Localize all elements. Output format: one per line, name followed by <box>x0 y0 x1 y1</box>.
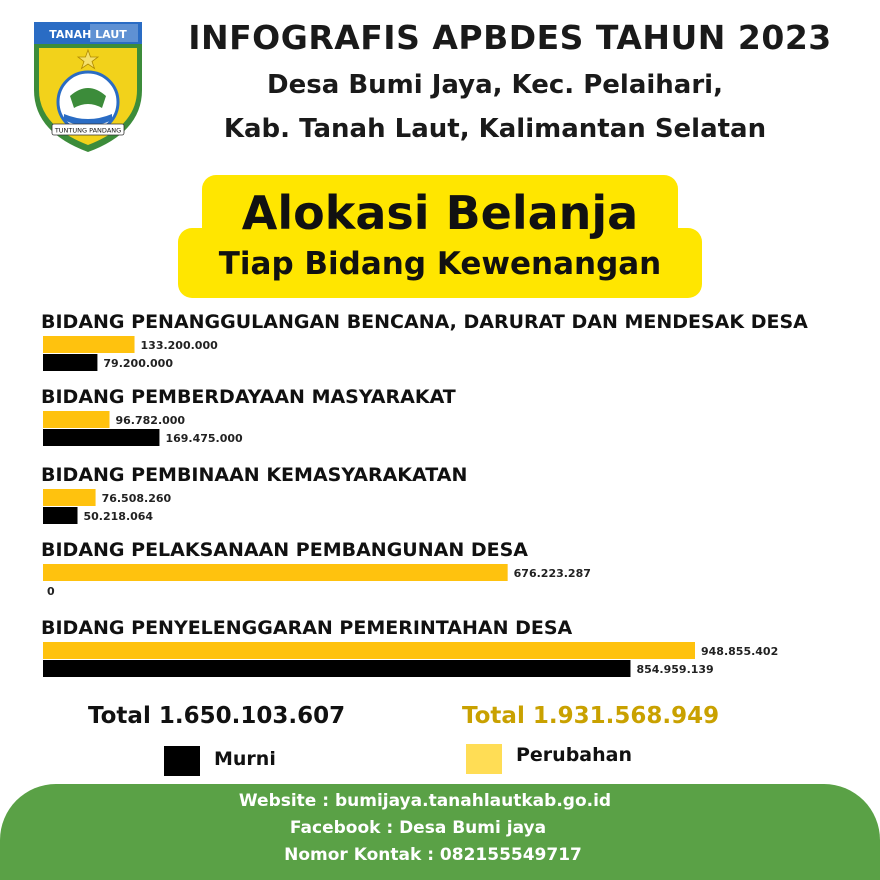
subtitle-line-1: Desa Bumi Jaya, Kec. Pelaihari, <box>267 70 723 100</box>
category-title: BIDANG PEMBINAAN KEMASYARAKATAN <box>41 464 468 486</box>
allocation-bar-chart <box>0 300 880 690</box>
value-label-murni: 0 <box>47 585 55 598</box>
bar-perubahan <box>43 411 110 428</box>
logo-text: TANAH LAUT <box>49 28 127 41</box>
bar-murni <box>43 354 97 371</box>
bar-perubahan <box>43 336 135 353</box>
bar-murni <box>43 507 78 524</box>
legend-swatch-perubahan <box>466 744 502 774</box>
headline-line-1: Alokasi Belanja <box>241 186 639 240</box>
footer-website: Website : bumijaya.tanahlautkab.go.id <box>238 791 612 811</box>
value-label-perubahan: 96.782.000 <box>115 414 186 427</box>
value-label-perubahan: 948.855.402 <box>701 645 779 658</box>
page-title: INFOGRAFIS APBDES TAHUN 2023 <box>188 18 832 57</box>
tanah-laut-emblem <box>32 20 144 154</box>
category-title: BIDANG PELAKSANAAN PEMBANGUNAN DESA <box>41 539 528 561</box>
bar-murni <box>43 429 159 446</box>
legend-label-perubahan: Perubahan <box>516 744 633 766</box>
total-murni: Total 1.650.103.607 <box>88 703 346 729</box>
logo-motto: TUNTUNG PANDANG <box>54 126 122 135</box>
legend-label-murni: Murni <box>214 748 276 770</box>
footer-facebook: Facebook : Desa Bumi jaya <box>289 818 547 838</box>
bar-perubahan <box>43 489 96 506</box>
bar-perubahan <box>43 642 695 659</box>
value-label-murni: 854.959.139 <box>636 663 714 676</box>
category-title: BIDANG PEMBERDAYAAN MASYARAKAT <box>41 386 456 408</box>
subtitle-line-2: Kab. Tanah Laut, Kalimantan Selatan <box>223 114 767 144</box>
footer-contact: Nomor Kontak : 082155549717 <box>284 845 582 865</box>
bar-murni <box>43 660 630 677</box>
category-title: BIDANG PENANGGULANGAN BENCANA, DARURAT DAN MENDESAK DESA <box>41 311 808 333</box>
legend-swatch-murni <box>164 746 200 776</box>
value-label-murni: 169.475.000 <box>165 432 243 445</box>
headline-line-2: Tiap Bidang Kewenangan <box>218 246 662 282</box>
value-label-perubahan: 133.200.000 <box>140 339 218 352</box>
total-perubahan: Total 1.931.568.949 <box>462 703 720 729</box>
value-label-murni: 79.200.000 <box>103 357 174 370</box>
value-label-perubahan: 676.223.287 <box>513 567 591 580</box>
bar-perubahan <box>43 564 508 581</box>
category-title: BIDANG PENYELENGGARAN PEMERINTAHAN DESA <box>41 617 573 639</box>
value-label-murni: 50.218.064 <box>83 510 154 523</box>
value-label-perubahan: 76.508.260 <box>101 492 172 505</box>
